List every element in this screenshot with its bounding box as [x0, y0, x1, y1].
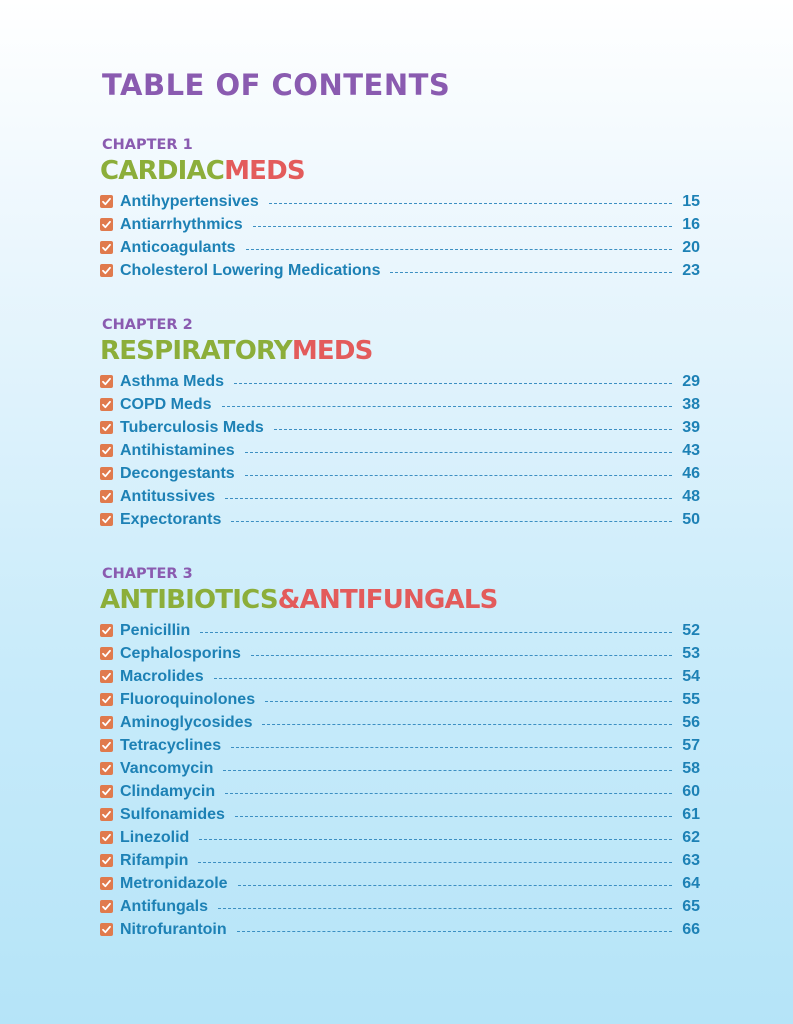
dotted-leader — [262, 724, 672, 725]
entry-page-number: 65 — [682, 897, 700, 915]
toc-entry[interactable] — [100, 439, 700, 462]
dotted-leader — [251, 655, 672, 656]
dotted-leader — [274, 429, 672, 430]
checked-box-icon — [100, 241, 113, 254]
entry-page-number: 16 — [682, 215, 700, 233]
toc-entry[interactable] — [100, 508, 700, 531]
entry-page-number: 57 — [682, 736, 700, 754]
entry-page-number: 52 — [682, 621, 700, 639]
dotted-leader — [214, 678, 672, 679]
entry-page-number: 38 — [682, 395, 700, 413]
checked-box-icon — [100, 490, 113, 503]
checked-box-icon — [100, 831, 113, 844]
checked-box-icon — [100, 785, 113, 798]
dotted-leader — [238, 885, 672, 886]
entry-title: Nitrofurantoin — [120, 920, 227, 938]
checked-box-icon — [100, 513, 113, 526]
toc-entry[interactable] — [100, 462, 700, 485]
dotted-leader — [231, 747, 672, 748]
entry-title: Anticoagulants — [120, 238, 236, 256]
entry-page-number: 20 — [682, 238, 700, 256]
entry-page-number: 64 — [682, 874, 700, 892]
toc-entry[interactable] — [100, 393, 700, 416]
checked-box-icon — [100, 624, 113, 637]
entry-page-number: 23 — [682, 261, 700, 279]
entry-title: Linezolid — [120, 828, 190, 846]
toc-entry[interactable] — [100, 642, 700, 665]
entry-title: Clindamycin — [120, 782, 216, 800]
checked-box-icon — [100, 264, 113, 277]
toc-entry[interactable] — [100, 849, 700, 872]
entry-page-number: 61 — [682, 805, 700, 823]
checked-box-icon — [100, 693, 113, 706]
dotted-leader — [225, 793, 672, 794]
chapter-heading-red: MEDS — [224, 156, 305, 186]
checked-box-icon — [100, 375, 113, 388]
dotted-leader — [253, 226, 672, 227]
checked-box-icon — [100, 900, 113, 913]
entry-list — [100, 619, 700, 941]
checked-box-icon — [100, 854, 113, 867]
entry-page-number: 48 — [682, 487, 700, 505]
entry-page-number: 54 — [682, 667, 700, 685]
entry-page-number: 60 — [682, 782, 700, 800]
chapter-1-section — [100, 135, 700, 282]
chapter-heading — [100, 584, 700, 616]
entry-title: Expectorants — [120, 510, 222, 528]
dotted-leader — [222, 406, 672, 407]
entry-title: Decongestants — [120, 464, 235, 482]
checked-box-icon — [100, 762, 113, 775]
entry-page-number: 43 — [682, 441, 700, 459]
entry-title: Macrolides — [120, 667, 204, 685]
dotted-leader — [237, 931, 672, 932]
toc-entry[interactable] — [100, 259, 700, 282]
entry-list — [100, 190, 700, 282]
toc-entry[interactable] — [100, 826, 700, 849]
dotted-leader — [198, 862, 672, 863]
dotted-leader — [200, 632, 672, 633]
entry-title: Antihypertensives — [120, 192, 259, 210]
entry-title: Metronidazole — [120, 874, 228, 892]
toc-entry[interactable] — [100, 895, 700, 918]
entry-page-number: 66 — [682, 920, 700, 938]
entry-list — [100, 370, 700, 531]
entry-title: Cephalosporins — [120, 644, 241, 662]
checked-box-icon — [100, 421, 113, 434]
entry-page-number: 62 — [682, 828, 700, 846]
chapter-heading — [100, 335, 700, 367]
toc-entry[interactable] — [100, 872, 700, 895]
entry-title: Antifungals — [120, 897, 208, 915]
entry-title: Antitussives — [120, 487, 216, 505]
toc-entry[interactable] — [100, 780, 700, 803]
checked-box-icon — [100, 923, 113, 936]
checked-box-icon — [100, 670, 113, 683]
checked-box-icon — [100, 398, 113, 411]
entry-page-number: 63 — [682, 851, 700, 869]
toc-entry[interactable] — [100, 416, 700, 439]
entry-title: Cholesterol Lowering Medications — [120, 261, 381, 279]
chapter-2-section — [100, 315, 700, 531]
toc-entry[interactable] — [100, 757, 700, 780]
chapter-label: CHAPTER 3 — [102, 566, 193, 582]
dotted-leader — [218, 908, 672, 909]
entry-title: Fluoroquinolones — [120, 690, 256, 708]
dotted-leader — [231, 521, 672, 522]
entry-title: Rifampin — [120, 851, 189, 869]
entry-title: COPD Meds — [120, 395, 212, 413]
entry-page-number: 53 — [682, 644, 700, 662]
dotted-leader — [223, 770, 672, 771]
chapter-label: CHAPTER 1 — [102, 137, 193, 153]
dotted-leader — [265, 701, 672, 702]
entry-page-number: 56 — [682, 713, 700, 731]
checked-box-icon — [100, 877, 113, 890]
checked-box-icon — [100, 808, 113, 821]
toc-entry[interactable] — [100, 803, 700, 826]
chapter-heading-green: CARDIAC — [100, 156, 225, 186]
dotted-leader — [199, 839, 672, 840]
entry-page-number: 15 — [682, 192, 700, 210]
toc-entry[interactable] — [100, 665, 700, 688]
dotted-leader — [235, 816, 672, 817]
page-title: TABLE OF CONTENTS — [102, 68, 451, 102]
entry-title: Vancomycin — [120, 759, 214, 777]
checked-box-icon — [100, 739, 113, 752]
dotted-leader — [225, 498, 672, 499]
checked-box-icon — [100, 218, 113, 231]
entry-page-number: 58 — [682, 759, 700, 777]
entry-title: Antiarrhythmics — [120, 215, 243, 233]
checked-box-icon — [100, 444, 113, 457]
dotted-leader — [246, 249, 672, 250]
chapter-heading-green: ANTIBIOTICS — [100, 585, 278, 615]
entry-page-number: 46 — [682, 464, 700, 482]
chapter-heading-red: &ANTIFUNGALS — [277, 585, 498, 615]
toc-entry[interactable] — [100, 236, 700, 259]
toc-entry[interactable] — [100, 213, 700, 236]
entry-page-number: 55 — [682, 690, 700, 708]
entry-title: Tetracyclines — [120, 736, 222, 754]
dotted-leader — [245, 475, 672, 476]
entry-title: Antihistamines — [120, 441, 235, 459]
toc-entry[interactable] — [100, 711, 700, 734]
toc-entry[interactable] — [100, 485, 700, 508]
toc-entry[interactable] — [100, 190, 700, 213]
dotted-leader — [390, 272, 672, 273]
entry-title: Tuberculosis Meds — [120, 418, 264, 436]
checked-box-icon — [100, 467, 113, 480]
chapter-label: CHAPTER 2 — [102, 317, 193, 333]
checked-box-icon — [100, 195, 113, 208]
entry-page-number: 29 — [682, 372, 700, 390]
dotted-leader — [245, 452, 672, 453]
chapter-3-section — [100, 564, 700, 941]
dotted-leader — [269, 203, 672, 204]
toc-entry[interactable] — [100, 370, 700, 393]
checked-box-icon — [100, 647, 113, 660]
chapter-heading-green: RESPIRATORY — [100, 336, 292, 366]
toc-entry[interactable] — [100, 734, 700, 757]
entry-title: Aminoglycosides — [120, 713, 253, 731]
entry-page-number: 39 — [682, 418, 700, 436]
toc-entry[interactable] — [100, 688, 700, 711]
toc-entry[interactable] — [100, 619, 700, 642]
chapter-heading-red: MEDS — [291, 336, 373, 366]
dotted-leader — [234, 383, 672, 384]
entry-page-number: 50 — [682, 510, 700, 528]
toc-entry[interactable] — [100, 918, 700, 941]
checked-box-icon — [100, 716, 113, 729]
entry-title: Sulfonamides — [120, 805, 225, 823]
entry-title: Asthma Meds — [120, 372, 225, 390]
chapter-heading — [100, 155, 700, 187]
entry-title: Penicillin — [120, 621, 191, 639]
